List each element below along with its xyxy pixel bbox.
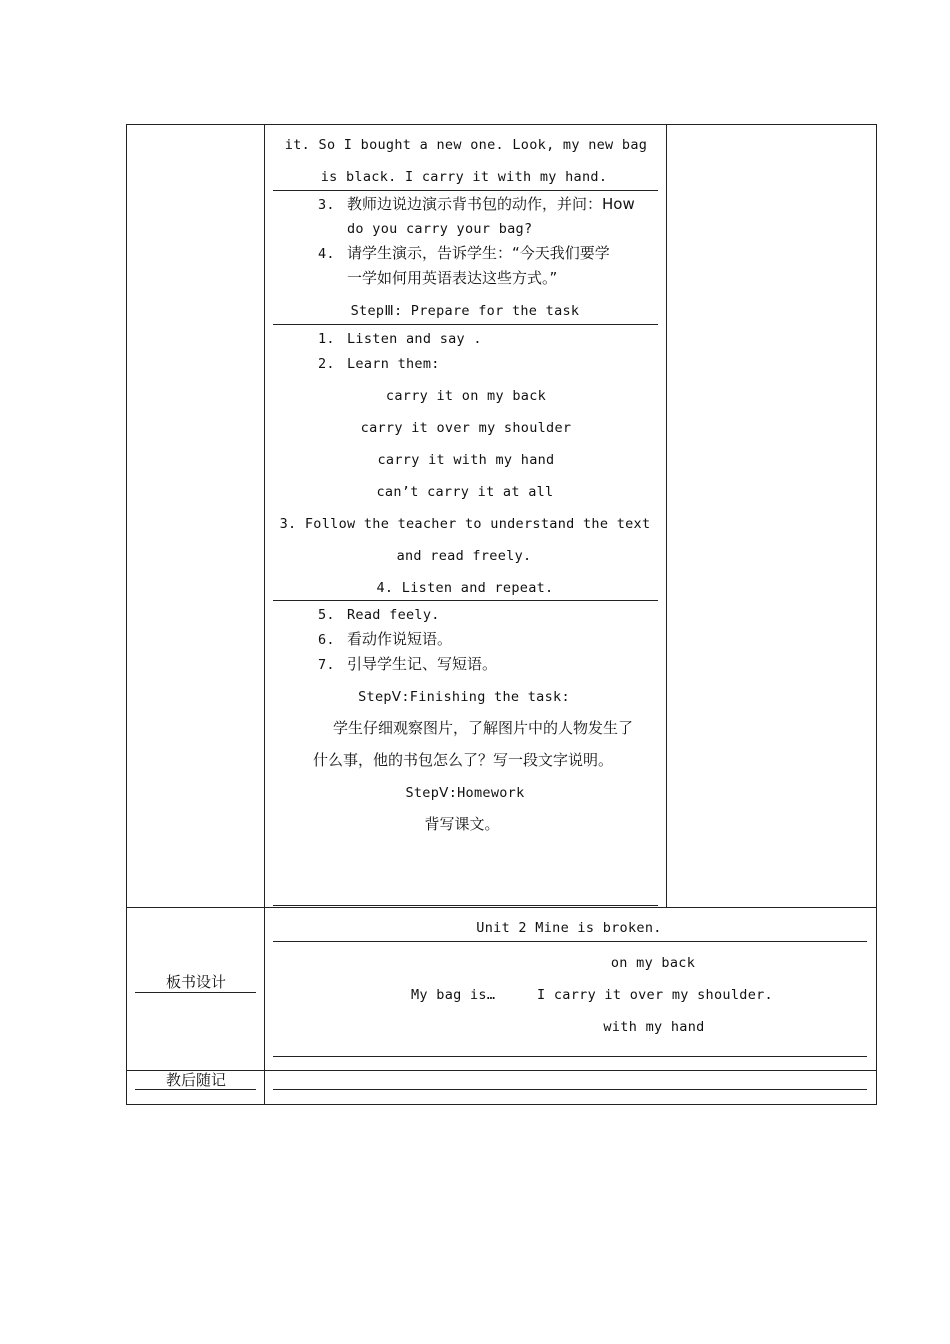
task-line-1: 学生仔细观察图片，了解图片中的人物发生了 <box>332 719 634 737</box>
item-4-line-1: 请学生演示，告诉学生：“今天我们要学 <box>347 244 610 262</box>
step3-item-6-number: 6. <box>318 632 335 648</box>
reflection-label-underline <box>135 1089 256 1090</box>
board-with-hand: with my hand <box>603 1019 705 1035</box>
reflection-rule <box>273 1089 867 1090</box>
step3-item-2-number: 2. <box>318 356 335 372</box>
board-line-prefix: My bag is… <box>411 987 496 1003</box>
label-column-divider <box>264 124 265 1105</box>
intro-line-1: it. So I bought a new one. Look, my new bag <box>284 137 648 153</box>
table-right-border <box>876 124 877 1105</box>
board-title: Unit 2 Mine is broken. <box>476 920 662 936</box>
phrase-cant-carry: can’t carry it at all <box>376 484 554 500</box>
board-line-main: I carry it over my shoulder. <box>537 987 773 1003</box>
homework-title: StepⅤ:Homework <box>405 785 525 801</box>
item-3-line-2: do you carry your bag? <box>347 221 533 237</box>
phrase-with-hand: carry it with my hand <box>377 452 555 468</box>
table-bottom-border <box>126 1104 877 1105</box>
board-design-label: 板书设计 <box>165 973 227 991</box>
phrase-over-shoulder: carry it over my shoulder <box>360 420 572 436</box>
intro-line-2: is black. I carry it with my hand. <box>320 169 608 185</box>
item-4-line-2: 一学如何用英语表达这些方式。” <box>347 269 558 287</box>
rule-2 <box>273 324 658 325</box>
item-3-number: 3. <box>318 197 335 213</box>
reflection-label: 教后随记 <box>165 1071 227 1089</box>
table-top-border <box>126 124 877 125</box>
row-divider-reflection <box>126 1070 877 1071</box>
item-3-line-1: 教师边说边演示背书包的动作，并问：How <box>347 195 635 213</box>
step3-item-3-line-2: and read freely. <box>396 548 532 564</box>
board-on-back: on my back <box>610 955 696 971</box>
rule-4 <box>273 905 658 906</box>
step3-item-4: 4. Listen and repeat. <box>376 580 554 596</box>
table-left-border <box>126 124 127 1105</box>
task-line-2: 什么事，他的书包怎么了？写一段文字说明。 <box>312 751 614 769</box>
board-label-underline <box>135 992 256 993</box>
notes-column-divider <box>666 124 667 908</box>
board-title-rule <box>273 941 867 942</box>
rule-3 <box>273 600 658 601</box>
step-5-title: StepⅤ:Finishing the task: <box>358 689 570 705</box>
item-4-number: 4. <box>318 246 335 262</box>
board-bottom-rule <box>273 1056 867 1057</box>
step3-item-1: Listen and say . <box>347 331 482 347</box>
step3-item-5-number: 5. <box>318 607 335 623</box>
step3-item-6: 看动作说短语。 <box>347 630 453 648</box>
step-3-title: StepⅢ: Prepare for the task <box>350 303 580 319</box>
step3-item-2: Learn them: <box>347 356 440 372</box>
phrase-on-back: carry it on my back <box>385 388 547 404</box>
row-divider-board <box>126 907 877 908</box>
rule-1 <box>273 190 658 191</box>
step3-item-7: 引导学生记、写短语。 <box>347 655 498 673</box>
step3-item-1-number: 1. <box>318 331 335 347</box>
step3-item-7-number: 7. <box>318 657 335 673</box>
step3-item-5: Read feely. <box>347 607 440 623</box>
homework-text: 背写课文。 <box>424 815 500 833</box>
step3-item-3-line-1: 3. Follow the teacher to understand the text <box>279 516 651 532</box>
